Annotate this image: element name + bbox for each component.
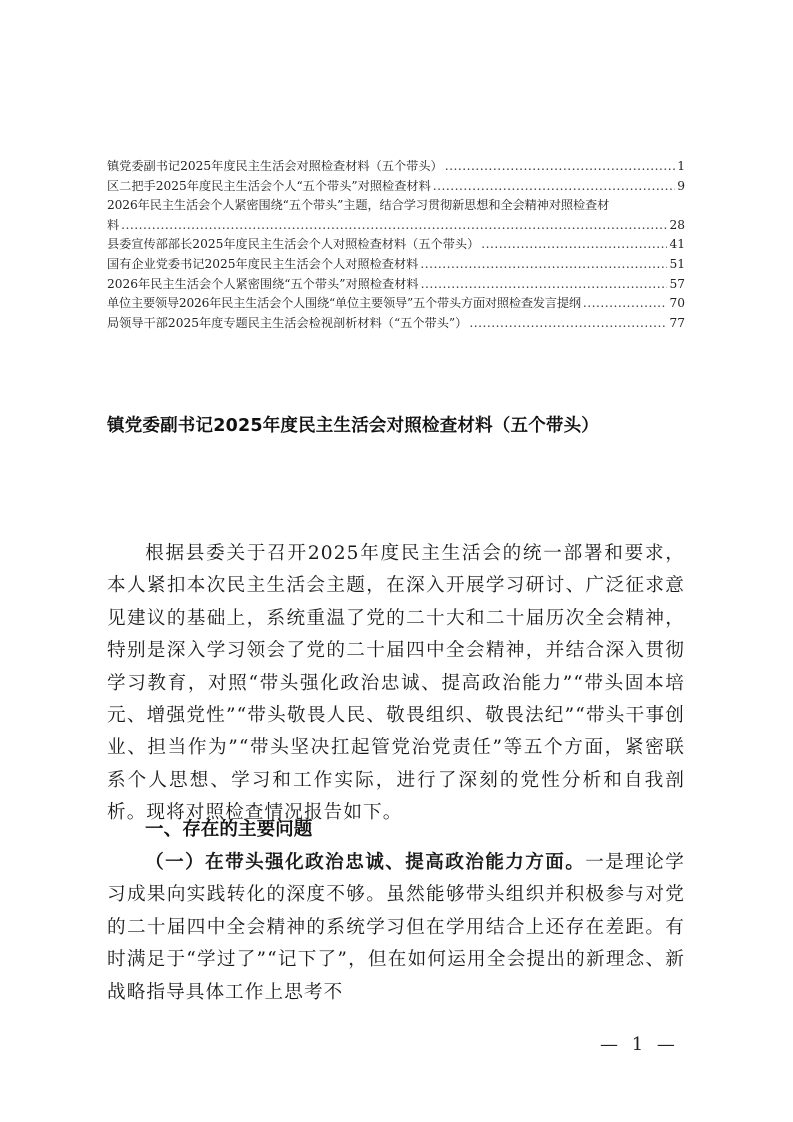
- page-number: — 1 —: [600, 1034, 679, 1055]
- toc-entry[interactable]: [107, 314, 685, 334]
- toc-entry-title: 单位主要领导2026年民主生活会个人围绕“单位主要领导”五个带头方面对照检查发言提纲: [107, 296, 581, 311]
- subsection-paragraph: [107, 847, 685, 1009]
- toc-leader-dots: [583, 294, 668, 314]
- toc-entry-page: 77: [669, 315, 685, 330]
- toc-entry[interactable]: [107, 157, 685, 177]
- toc-entry-page: 70: [669, 296, 685, 311]
- toc-entry[interactable]: [107, 196, 685, 235]
- toc-leader-dots: [445, 157, 676, 177]
- toc-leader-dots: [420, 255, 667, 275]
- toc-entry-page: 1: [677, 159, 685, 173]
- table-of-contents: [107, 157, 685, 333]
- toc-entry-page: 57: [669, 276, 685, 291]
- toc-entry[interactable]: [107, 235, 685, 255]
- toc-entry[interactable]: [107, 294, 685, 314]
- toc-leader-dots: [481, 235, 667, 255]
- toc-entry-title: 2026年民主生活会个人紧密围绕“五个带头”对照检查材料: [107, 276, 419, 291]
- toc-entry-page: 28: [669, 217, 685, 232]
- toc-entry-page: 9: [677, 178, 685, 193]
- toc-leader-dots: [121, 216, 667, 236]
- toc-entry-title: 国有企业党委书记2025年度民主生活会个人对照检查材料: [107, 256, 419, 271]
- toc-entry-page: 51: [669, 256, 685, 271]
- toc-leader-dots: [469, 314, 667, 334]
- intro-paragraph: 根据县委关于召开2025年度民主生活会的统一部署和要求，本人紧扣本次民主生活会主题，在深入开展学习研讨、广泛征求意见建议的基础上，系统重温了党的二十大和二十届历次全会精神，特别是深入学习领会了党的二十届四中全会精神，并结合深入贯彻学习教育，对照“带头强化政治忠诚、提高政治能力”“带头固本培元、增强党性”“带头敬畏人民、敬畏组织、敬畏法纪”“带头干事创业、担当作为”“带头坚决扛起管党治党责任”等五个方面，紧密联系个人思想、学习和工作实际，进行了深刻的党性分析和自我剖析。现将对照检查情况报告如下。: [107, 543, 685, 824]
- toc-entry[interactable]: [107, 275, 685, 295]
- toc-entry-title: 区二把手2025年度民主生活会个人“五个带头”对照检查材料: [107, 178, 431, 193]
- toc-leader-dots: [421, 275, 668, 295]
- toc-entry-page: 41: [669, 237, 685, 252]
- toc-entry-title: 2026年民主生活会个人紧密围绕“五个带头”主题，结合学习贯彻新思想和全会精神对照检查材: [107, 198, 610, 213]
- toc-entry-title-continued: 料: [107, 217, 120, 232]
- document-title: 镇党委副书记2025年度民主生活会对照检查材料（五个带头）: [107, 416, 600, 436]
- subsection-text: 一是理论学习成果向实践转化的深度不够。虽然能够带头组织并积极参与对党的二十届四中全会精神的系统学习但在学用结合上还存在差距。有时满足于“学过了”“记下了”，但在如何运用全会提出的新理念、新战略指导具体工作上思考不: [107, 852, 685, 1003]
- toc-leader-dots: [433, 177, 675, 197]
- subsection-lead: （一）在带头强化政治忠诚、提高政治能力方面。: [145, 852, 586, 873]
- toc-entry[interactable]: [107, 255, 685, 275]
- section-heading: 一、存在的主要问题: [145, 819, 313, 840]
- toc-entry-title: 局领导干部2025年度专题民主生活会检视剖析材料（“五个带头”）: [107, 315, 468, 330]
- toc-entry-title: 县委宣传部部长2025年度民主生活会个人对照检查材料（五个带头）: [107, 237, 480, 252]
- toc-entry-title: 镇党委副书记2025年度民主生活会对照检查材料（五个带头）: [107, 159, 443, 173]
- toc-entry[interactable]: [107, 177, 685, 197]
